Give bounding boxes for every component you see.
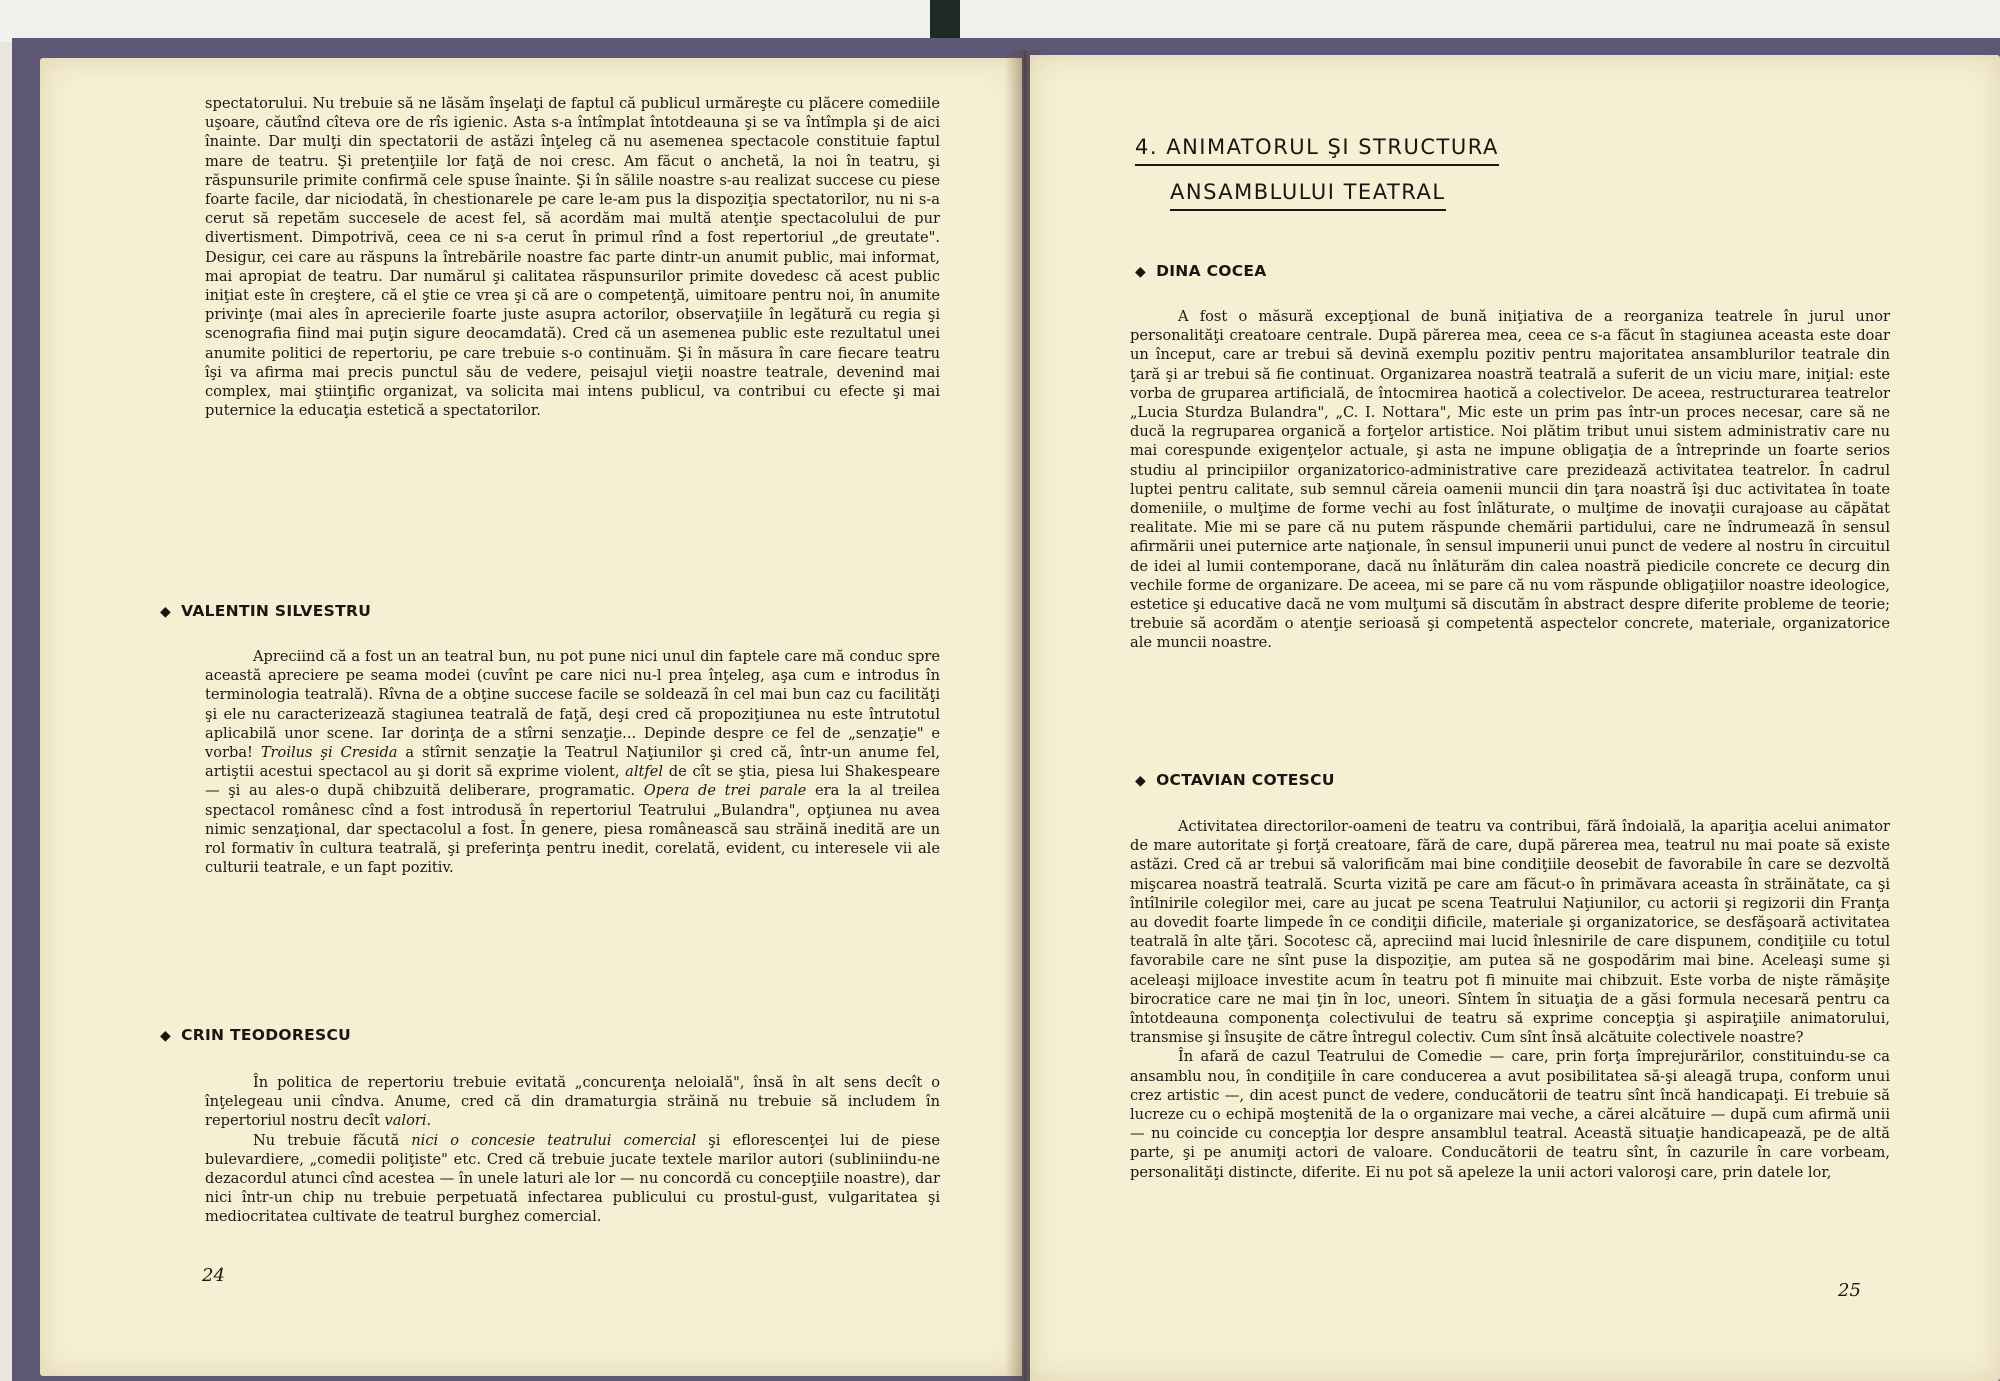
section-heading-valentin-silvestru: ◆ VALENTIN SILVESTRU: [160, 602, 372, 620]
chapter-title-line1: 4. ANIMATORUL ŞI STRUCTURA: [1135, 135, 1499, 166]
page-number-right: 25: [1838, 1280, 1861, 1301]
cotescu-text: Activitatea directorilor-oameni de teatru va contribui, fără îndoială, la apariţia acelui animator de mare autoritate şi forţă creatoare, fără de care, după părerea mea, teatrul nu mai poate să existe astăzi. Cred că ar trebui să valorificăm mai bine condiţiile deosebit de favorabile în care se dezvoltă mişcarea noastră teatrală. Scurta vizită pe care am făcut-o în primăvara aceasta în străinătate, ca şi întîlnirile colegilor mei, care au jucat pe scena Teatrului Naţiunilor, cu actorii şi regizorii din Franţa au dovedit foarte limpede în ce condiţii dificile, materiale şi organizatorice, se desfăşoară activitatea teatrală în alte ţări. Socotesc că, apreciind mai lucid înlesnirile de care dispunem, condiţiile cu totul favorabile care ne sînt puse la dispoziţie, am putea să ne gospodărim mai bine. Aceleaşi sume şi aceleaşi mijloace investite acum în teatru pot fi minuite mai chibzuit. Este vorba de nişte rămăşiţe birocratice care ne mai ţin în loc, uneori. Sîntem în situaţia de a găsi formula necesară pentru ca întotdeauna componenţa colectivului de teatru să exprime concepţia şi aspiraţiile animatorului, transmise şi însuşite de către întregul colectiv. Cum sînt însă alcătuite colectivele noastre? În afară de cazul Teatrului de Comedie — care, prin forţa împrejurărilor, constituindu-se ca ansamblu nou, în condiţiile în care conducerea a avut posibilitatea să-şi aleagă trupa, conform unui crez artistic —, din acest punct de vedere, conducătorii de teatru sînt încă handicapaţi. Ei trebuie să lucreze cu o echipă moştenită de la o organizare mai veche, a cărei alcătuire — după cum afirmă unii — nu coincide cu concepţia lor despre ansamblul teatral. Această situaţie handicapează, pe de altă parte, şi pe anumiţi actori de valoare. Conducătorii de teatru sînt, în cazurile în care vorbeam, personalităţi distincte, diferite. Ei nu pot să apeleze la unii actori valoroşi care, prin datele lor,: [1130, 818, 1890, 1181]
section-heading-octavian-cotescu: ◆ OCTAVIAN COTESCU: [1135, 771, 1335, 789]
page-number-left: 24: [202, 1265, 225, 1286]
left-page: [40, 58, 1022, 1376]
silvestru-text: Apreciind că a fost un an teatral bun, nu pot pune nici unul din faptele care mă conduc spre această apreciere pe seama modei (cuvînt pe care nici nu-l prea înţeleg, aşa cum e introdus în terminologia teatrală). Rîvna de a obţine succese facile se soldează în cel mai bun caz cu facilităţi şi ele nu caracterizează stagiunea teatrală de faţă, deşi cred că propoziţiunea nu este întrutotul aplicabilă unor scene. Iar dorinţa de a stîrni senzaţie... Depinde despre ce fel de „senzaţie" e vorba! Troilus şi Cresida a stîrnit senzaţie la Teatrul Naţiunilor şi cred că, într-un anume fel, artiştii acestui spectacol au şi dorit să exprime violent, altfel de cît se ştia, piesa lui Shakespeare — şi au ales-o după chibzuită deliberare, programatic. Opera de trei parale era la al treilea spectacol românesc cînd a fost introdusă în repertoriul Teatrului „Bulandra", opţiunea nu avea nimic senzaţional, dar spectacolul a fost. În genere, piesa românească sau străină inedită are un rol formativ în cultura teatrală, şi preferinţa pentru inedit, corelată, evident, cu interesele vii ale culturii teatrale, e un fapt pozitiv.: [205, 648, 940, 877]
diamond-bullet-icon: ◆: [160, 604, 172, 620]
diamond-bullet-icon: ◆: [1135, 264, 1147, 280]
diamond-bullet-icon: ◆: [160, 1028, 172, 1044]
dark-object-edge: [930, 0, 960, 38]
teodorescu-text: În politica de repertoriu trebuie evitată „concurenţa neloială", însă în alt sens decît o înţelegeau unii cîndva. Anume, cred că din dramaturgia străină nu trebuie să includem în repertoriul nostru decît valori. Nu trebuie făcută nici o concesie teatrului comercial şi eflorescenţei lui de piese bulevardiere, „comedii poliţiste" etc. Cred că trebuie jucate textele marilor autori (subliniindu-ne dezacordul atunci cînd acestea — în unele laturi ale lor — nu concordă cu concepţiile noastre), dar nici într-un chip nu trebuie perpetuată infectarea publicului cu prostul-gust, vulgaritatea şi mediocritatea cultivate de teatrul burghez comercial.: [205, 1074, 940, 1226]
section-heading-dina-cocea: ◆ DINA COCEA: [1135, 262, 1267, 280]
right-page: [1030, 55, 2000, 1381]
section-heading-crin-teodorescu: ◆ CRIN TEODORESCU: [160, 1026, 352, 1044]
diamond-bullet-icon: ◆: [1135, 773, 1147, 789]
cocea-text: A fost o măsură excepţional de bună iniţiativa de a reorganiza teatrele în jurul unor personalităţi creatoare centrale. După părerea mea, ceea ce s-a făcut în stagiunea aceasta este doar un început, care ar trebui să devină exemplu pozitiv pentru majoritatea ansamblurilor teatrale din ţară şi ar trebui să fie continuat. Organizarea noastră teatrală a suferit de un viciu mare, iniţial: este vorba de gruparea artificială, de întocmirea haotică a colectivelor. De aceea, restructurarea teatrelor „Lucia Sturdza Bulandra", „C. I. Nottara", Mic este un prim pas într-un proces necesar, care să ne ducă la regruparea organică a forţelor artistice. Noi plătim tribut unui sistem administrativ care nu mai corespunde exigenţelor actuale, şi asta ne impune obligaţia de a întreprinde un foarte serios studiu al principiilor organizatorico-administrative care prezidează activitatea teatrelor. În cadrul luptei pentru calitate, sub semnul căreia oamenii muncii din ţara noastră îşi duc activitatea în toate domeniile, o mulţime de forme vechi au fost înlăturate, o mulţime de inovaţii curajoase au căpătat realitate. Mie mi se pare că nu putem răspunde chemării partidului, care ne îndrumează în sensul afirmării unei puternice arte naţionale, în sensul impunerii unui punct de vedere al nostru în circuitul de idei al lumii contemporane, dacă nu înlăturăm din calea noastră piedicile concrete ce decurg din vechile forme de organizare. De aceea, mi se pare că nu vom răspunde obligaţiilor noastre ideologice, estetice şi educative dacă ne vom mulţumi să discutăm în abstract despre diferite probleme de teorie; trebuie să acordăm o atenţie serioasă şi competentă aspectelor concrete, materiale, organizatorice ale muncii noastre.: [1130, 308, 1890, 652]
left-intro-text: spectatorului. Nu trebuie să ne lăsăm înşelaţi de faptul că publicul urmăreşte cu plăcere comediile uşoare, căutînd cîteva ore de rîs igienic. Asta s-a întîmplat întotdeauna şi se va întîmpla şi de aici înainte. Dar mulţi din spectatorii de astăzi înţeleg că nu asemenea spectacole constituie faptul mare de teatru. Şi pretenţiile lor faţă de noi cresc. Am făcut o anchetă, la noi în teatru, şi răspunsurile primite confirmă cele spuse înainte. Şi în sălile noastre s-au realizat succese cu piese foarte facile, dar niciodată, în chestionarele pe care le-am pus la dispoziţia spectatorilor, nu ni s-a cerut să repetăm succesele de acest fel, să acordăm mai multă atenţie spectacolului de pur divertisment. Dimpotrivă, ceea ce ni s-a cerut în primul rînd a fost repertoriul „de greutate". Desigur, cei care au răspuns la întrebările noastre fac parte dintr-un anumit public, mai informat, mai apropiat de teatru. Dar numărul şi calitatea răspunsurilor primite dovedesc că acest public iniţiat este în creştere, că el ştie ce vrea şi că are o competenţă, uimitoare pentru noi, în anumite privinţe (mai ales în aprecierile foarte juste asupra actorilor, observaţiile în legătură cu regia şi scenografia fiind mai puţin sigure deocamdată). Cred că un asemenea public este rezultatul unei anumite politici de repertoriu, pe care trebuie s-o continuăm. Şi în măsura în care fiecare teatru îşi va afirma mai precis punctul său de vedere, peisajul vieţii noastre teatrale, devenind mai complex, mai ştiinţific organizat, va solicita mai intens publicul, va contribui cu efecte şi mai puternice la educaţia estetică a spectatorilor.: [205, 95, 940, 420]
chapter-title-line2: ANSAMBLULUI TEATRAL: [1170, 180, 1446, 211]
top-background-strip: [0, 0, 2000, 42]
